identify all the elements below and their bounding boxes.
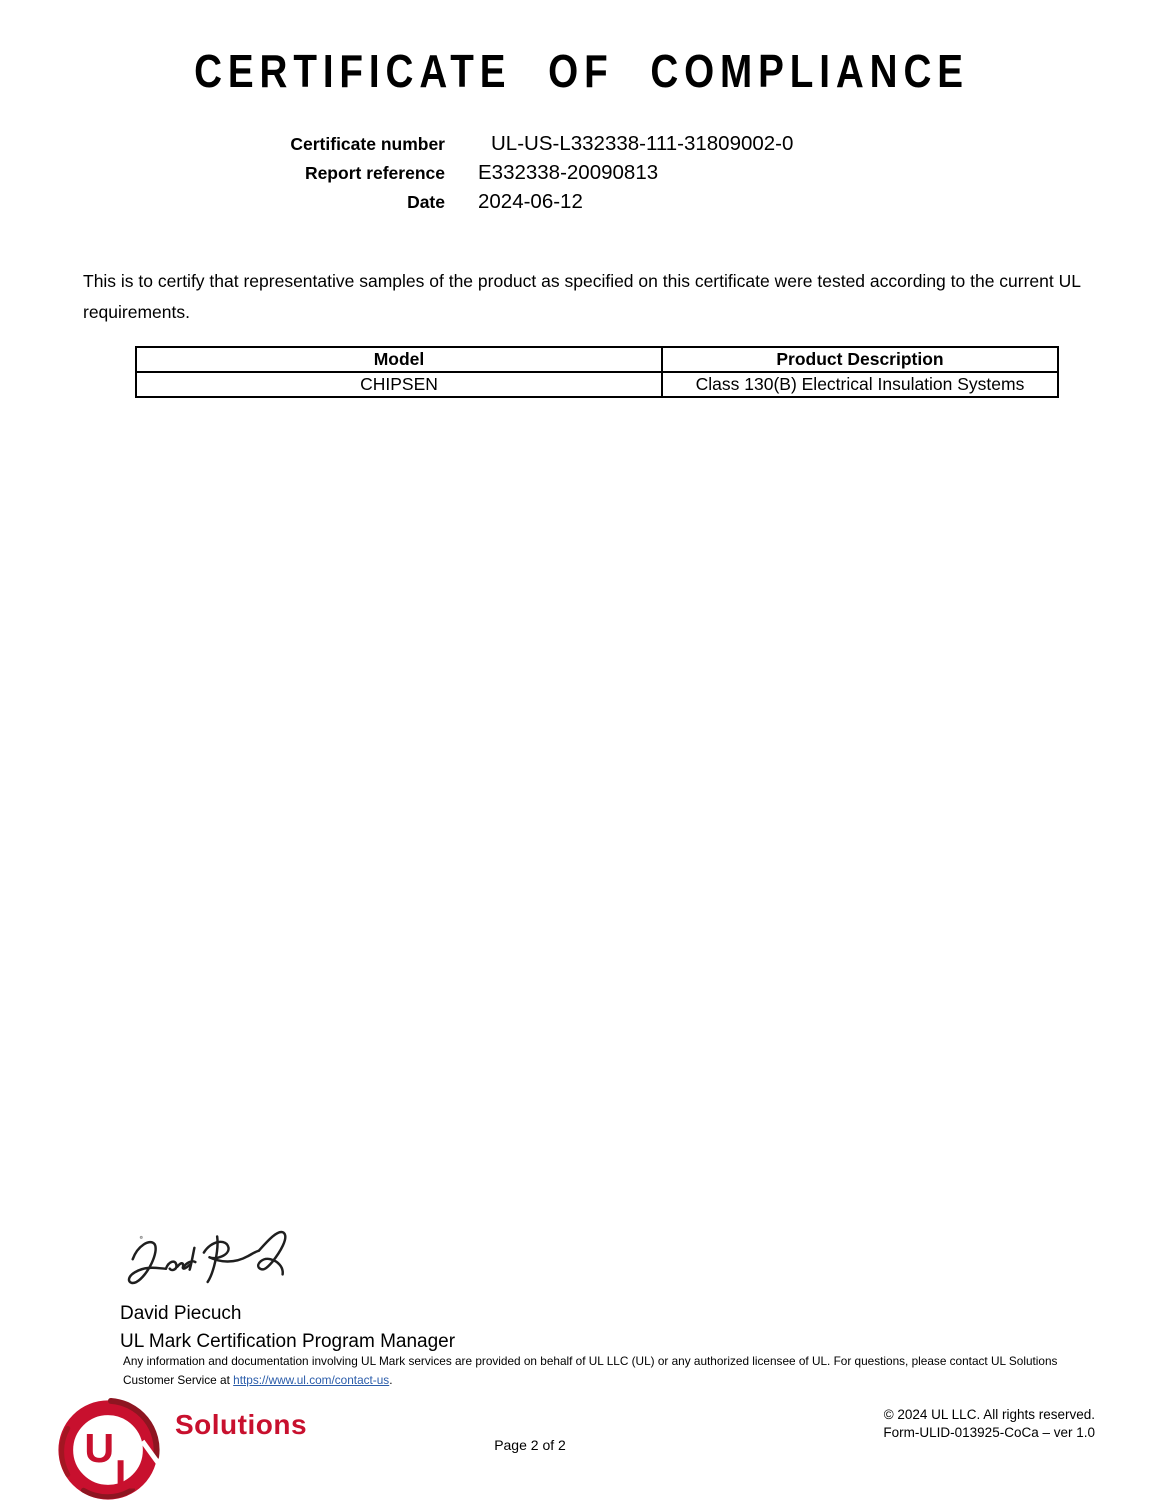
signatory-name: David Piecuch — [120, 1303, 242, 1324]
product-table — [135, 346, 1059, 398]
certification-statement: This is to certify that representative samples of the product as specified on this certificate were tested according to the current UL requirements. — [83, 271, 1081, 323]
date-value: 2024-06-12 — [478, 190, 583, 213]
page-number: Page 2 of 2 — [494, 1437, 566, 1453]
report-reference-value: E332338-20090813 — [478, 161, 659, 184]
signatory-title: UL Mark Certification Program Manager — [120, 1331, 456, 1352]
product-description-cell: Class 130(B) Electrical Insulation Systems — [662, 372, 1058, 397]
model-cell: CHIPSEN — [136, 372, 662, 397]
date-label: Date — [407, 192, 445, 212]
disclaimer-body: Any information and documentation involving UL Mark services are provided on behalf of UL LLC (UL) or any authorized licensee of UL. For questions, please contact UL Solutions Customer Service at — [123, 1354, 1058, 1388]
copyright-line: © 2024 UL LLC. All rights reserved. — [883, 1407, 1095, 1422]
report-reference-label: Report reference — [304, 163, 445, 183]
ul-solutions-logo — [54, 1396, 307, 1504]
solutions-brand-text: Solutions — [175, 1409, 308, 1440]
disclaimer-period: . — [389, 1373, 393, 1388]
signature-image — [120, 1226, 320, 1300]
contact-us-link[interactable]: https://www.ul.com/contact-us — [233, 1373, 390, 1388]
model-column-header: Model — [136, 347, 662, 372]
ul-logo-letter-l: L — [114, 1451, 141, 1498]
ul-logo-letter-u: U — [84, 1424, 115, 1471]
certificate-meta — [0, 133, 793, 213]
product-description-column-header: Product Description — [662, 347, 1058, 372]
page-title: CERTIFICATE OF COMPLIANCE — [194, 45, 969, 97]
table-row — [136, 372, 1058, 397]
certificate-number-value: UL-US-L332338-111-31809002-0 — [491, 132, 794, 155]
disclaimer-text — [123, 1352, 1105, 1390]
table-header-row — [136, 347, 1058, 372]
form-reference-line: Form-ULID-013925-CoCa – ver 1.0 — [883, 1424, 1095, 1440]
signature-block — [120, 1226, 455, 1354]
footer-legal — [883, 1406, 1095, 1441]
ul-logo-icon — [54, 1396, 162, 1504]
certificate-number-label: Certificate number — [290, 134, 445, 154]
